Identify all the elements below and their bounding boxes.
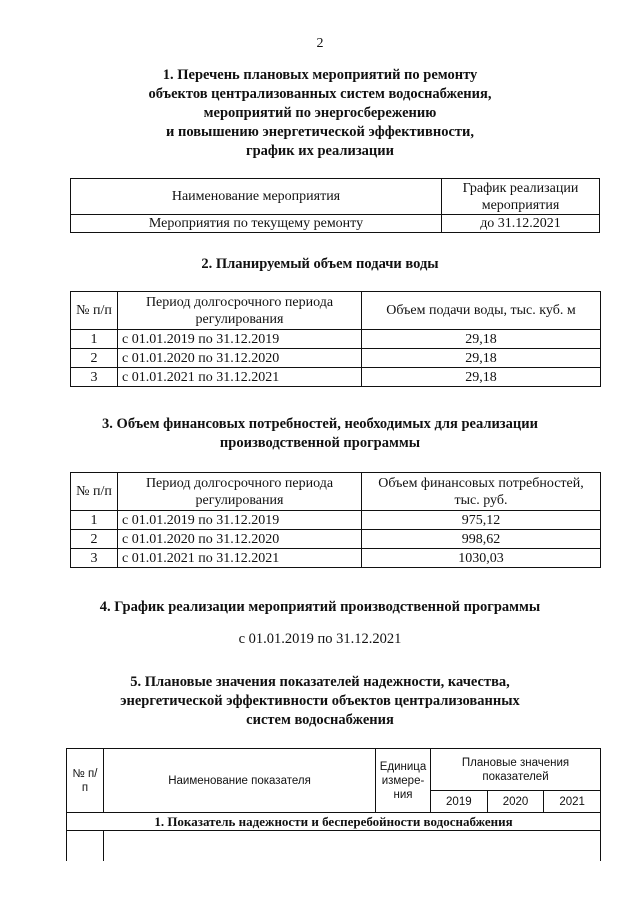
- financial-needs-table: [70, 472, 601, 568]
- section1-title-line: и повышению энергетической эффективности,: [166, 124, 474, 140]
- activity-schedule-header: График реализации мероприятия: [442, 179, 600, 215]
- row-value: 29,18: [362, 330, 601, 349]
- row-num: 1: [71, 330, 118, 349]
- row-num: 2: [71, 349, 118, 368]
- section1-title: [0, 66, 640, 161]
- page-number: 2: [316, 36, 324, 51]
- year-header: 2021: [544, 791, 601, 813]
- table-row: [71, 530, 601, 549]
- row-period: с 01.01.2021 по 31.12.2021: [118, 368, 362, 387]
- row-num: 3: [71, 368, 118, 387]
- activities-table: [70, 178, 600, 233]
- section1-title-line: 1. Перечень плановых мероприятий по ремонту: [162, 67, 478, 83]
- row-period: с 01.01.2021 по 31.12.2021: [118, 549, 362, 568]
- row-period: с 01.01.2020 по 31.12.2020: [118, 530, 362, 549]
- year-header: 2020: [487, 791, 544, 813]
- row-value: 1030,03: [362, 549, 601, 568]
- unit-header: Единица измере- ния: [376, 749, 431, 813]
- financial-volume-header: Объем финансовых потребностей, тыс. руб.: [362, 473, 601, 511]
- row-num: 2: [71, 530, 118, 549]
- water-supply-table: [70, 291, 601, 387]
- section5-title-line: систем водоснабжения: [246, 712, 394, 728]
- empty-cell: [104, 831, 601, 861]
- row-value: 29,18: [362, 368, 601, 387]
- water-volume-header: Объем подачи воды, тыс. куб. м: [362, 292, 601, 330]
- planned-values-header: Плановые значения показателей: [431, 749, 601, 791]
- section3-title-line: 3. Объем финансовых потребностей, необходимых для реализации: [102, 416, 538, 432]
- row-period: с 01.01.2019 по 31.12.2019: [118, 511, 362, 530]
- row-value: 975,12: [362, 511, 601, 530]
- row-num: 1: [71, 511, 118, 530]
- table-row: [71, 349, 601, 368]
- num-header: № п/п: [71, 292, 118, 330]
- row-period: с 01.01.2020 по 31.12.2020: [118, 349, 362, 368]
- num-header: № п/п: [67, 749, 104, 813]
- table-row: [71, 330, 601, 349]
- empty-cell: [67, 831, 104, 861]
- period-header: Период долгосрочного периода регулирования: [118, 292, 362, 330]
- row-num: 3: [71, 549, 118, 568]
- table-row: [71, 368, 601, 387]
- num-header: № п/п: [71, 473, 118, 511]
- section4-period: с 01.01.2019 по 31.12.2021: [238, 631, 402, 647]
- section2-title: 2. Планируемый объем подачи воды: [201, 256, 439, 272]
- section5-title-line: энергетической эффективности объектов централизованных: [120, 693, 520, 709]
- section1-title-line: объектов централизованных систем водоснабжения,: [148, 86, 492, 102]
- section5-title-line: 5. Плановые значения показателей надежности, качества,: [130, 674, 510, 690]
- row-value: 998,62: [362, 530, 601, 549]
- table-row: [71, 511, 601, 530]
- activity-date-cell: до 31.12.2021: [442, 215, 600, 233]
- section3-title-line: производственной программы: [219, 435, 421, 451]
- section1-title-line: график их реализации: [245, 143, 394, 159]
- indicators-table: [66, 748, 601, 861]
- activity-name-header: Наименование мероприятия: [71, 179, 442, 215]
- indicator-name-header: Наименование показателя: [104, 749, 376, 813]
- section5-title: [0, 673, 640, 730]
- section3-title: [0, 415, 640, 453]
- activity-name-cell: Мероприятия по текущему ремонту: [71, 215, 442, 233]
- section1-title-line: мероприятий по энергосбережению: [203, 105, 437, 121]
- table-row: [71, 549, 601, 568]
- section4-title: 4. График реализации мероприятий производственной программы: [99, 599, 541, 615]
- year-header: 2019: [431, 791, 488, 813]
- period-header: Период долгосрочного периода регулирования: [118, 473, 362, 511]
- indicator-group-subheading: 1. Показатель надежности и бесперебойности водоснабжения: [67, 813, 601, 831]
- row-period: с 01.01.2019 по 31.12.2019: [118, 330, 362, 349]
- row-value: 29,18: [362, 349, 601, 368]
